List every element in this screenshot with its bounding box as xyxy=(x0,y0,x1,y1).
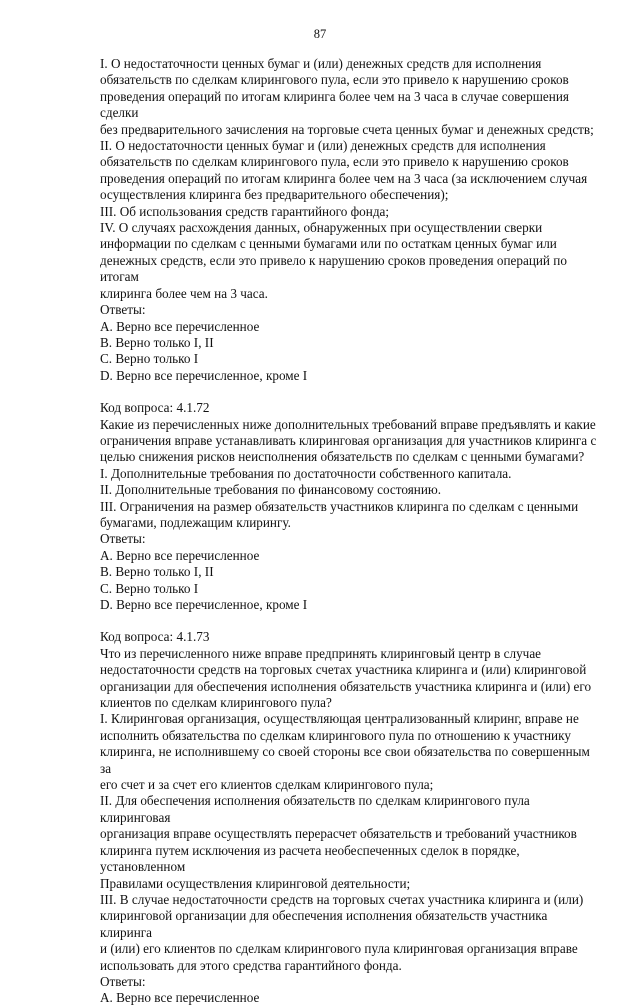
question-line: II. Дополнительные требования по финансовому состоянию. xyxy=(100,482,442,498)
question-4-1-73 xyxy=(100,629,600,1006)
statement-line: II. О недостаточности ценных бумаг и (или) денежных средств для исполнения xyxy=(100,138,546,154)
answer-option-c: C. Верно только I xyxy=(100,580,199,596)
answers-label: Ответы: xyxy=(100,531,146,547)
question-line: недостаточности средств на торговых счетах участника клиринга и (или) клиринговой xyxy=(100,662,587,678)
question-line: Правилами осуществления клиринговой деятельности; xyxy=(100,875,411,891)
question-line: и (или) его клиентов по сделкам клирингового пула клиринговая организация вправе xyxy=(100,941,578,957)
statement-line: I. О недостаточности ценных бумаг и (или) денежных средств для исполнения xyxy=(100,56,542,71)
answer-option-a: A. Верно все перечисленное xyxy=(100,318,260,334)
statement-line: III. Об использования средств гарантийного фонда; xyxy=(100,203,390,219)
statement-line: без предварительного зачисления на торговые счета ценных бумаг и денежных средств; xyxy=(100,121,594,137)
question-line: исполнить обязательства по сделкам клирингового пула по отношению к участнику xyxy=(100,727,571,743)
question-line: организации для обеспечения исполнения обязательств участника клиринга и (или) его xyxy=(100,678,592,694)
question-line: Какие из перечисленных ниже дополнительных требований вправе предъявлять и какие xyxy=(100,416,596,432)
question-4-1-72 xyxy=(100,400,600,613)
answer-option-d: D. Верно все перечисленное, кроме I xyxy=(100,367,308,383)
answer-option-b: B. Верно только I, II xyxy=(100,564,214,580)
question-line: I. Дополнительные требования по достаточности собственного капитала. xyxy=(100,465,512,481)
question-line: Что из перечисленного ниже вправе предпринять клиринговый центр в случае xyxy=(100,645,542,661)
question-line: клиринга путем исключения из расчета необеспеченных сделок в порядке, установленном xyxy=(100,842,520,875)
question-line: использовать для этого средства гарантийного фонда. xyxy=(100,957,402,973)
statement-line: обязательств по сделкам клирингового пула, если это привело к нарушению сроков xyxy=(100,72,569,88)
question-line: клиринговой организации для обеспечения исполнения обязательств участника клиринга xyxy=(100,908,548,940)
answers-label: Ответы: xyxy=(100,302,146,318)
answer-option-a: A. Верно все перечисленное xyxy=(100,990,260,1006)
statement-line: проведения операций по итогам клиринга более чем на 3 часа (за исключением случая xyxy=(100,170,588,186)
statement-line: IV. О случаях расхождения данных, обнаруженных при осуществлении сверки xyxy=(100,220,543,236)
page-number: 87 xyxy=(313,27,327,41)
question-line: клиринга, не исполнившему со своей стороны все свои обязательства по совершенным за xyxy=(100,744,590,776)
question-code: Код вопроса: 4.1.73 xyxy=(100,629,210,645)
question-code: Код вопроса: 4.1.72 xyxy=(100,400,210,416)
answer-option-c: C. Верно только I xyxy=(100,351,199,367)
answer-option-a: A. Верно все перечисленное xyxy=(100,547,260,563)
question-line: его счет и за счет его клиентов сделкам клирингового пула; xyxy=(100,777,434,793)
question-line: III. Ограничения на размер обязательств участников клиринга по сделкам с ценными xyxy=(100,498,579,514)
statement-line: осуществления клиринга без предварительного обеспечения); xyxy=(100,187,449,203)
question-line: I. Клиринговая организация, осуществляющая централизованный клиринг, вправе не xyxy=(100,711,579,727)
question-line: организация вправе осуществлять перерасчет обязательств и требований участников xyxy=(100,826,577,842)
question-line: III. В случае недостаточности средств на торговых счетах участника клиринга и (или) xyxy=(100,891,584,907)
question-line: клиентов по сделкам клирингового пула? xyxy=(100,695,332,711)
answers-label: Ответы: xyxy=(100,973,146,989)
statement-line: информации по сделкам с ценными бумагами или по остаткам ценных бумаг или xyxy=(100,236,557,252)
statement-line: обязательств по сделкам клирингового пула, если это привело к нарушению сроков xyxy=(100,154,569,170)
page-content xyxy=(100,56,600,1007)
question-line: целью снижения рисков неисполнения обязательств по сделкам с ценными бумагами? xyxy=(100,449,585,465)
question-line: II. Для обеспечения исполнения обязательств по сделкам клирингового пула клиринговая xyxy=(100,793,530,825)
statement-line: проведения операций по итогам клиринга более чем на 3 часа в случае совершения сделки xyxy=(100,88,569,121)
statement-line: клиринга более чем на 3 часа. xyxy=(100,285,268,301)
question-line: ограничения вправе устанавливать клиринговая организация для участников клиринга с xyxy=(100,432,597,448)
question-line: бумагами, подлежащим клирингу. xyxy=(100,514,291,530)
answer-option-b: B. Верно только I, II xyxy=(100,334,214,350)
answer-option-d: D. Верно все перечисленное, кроме I xyxy=(100,597,308,612)
question-continuation xyxy=(100,56,600,384)
statement-line: денежных средств, если это привело к нарушению сроков проведения операций по итогам xyxy=(100,252,567,285)
